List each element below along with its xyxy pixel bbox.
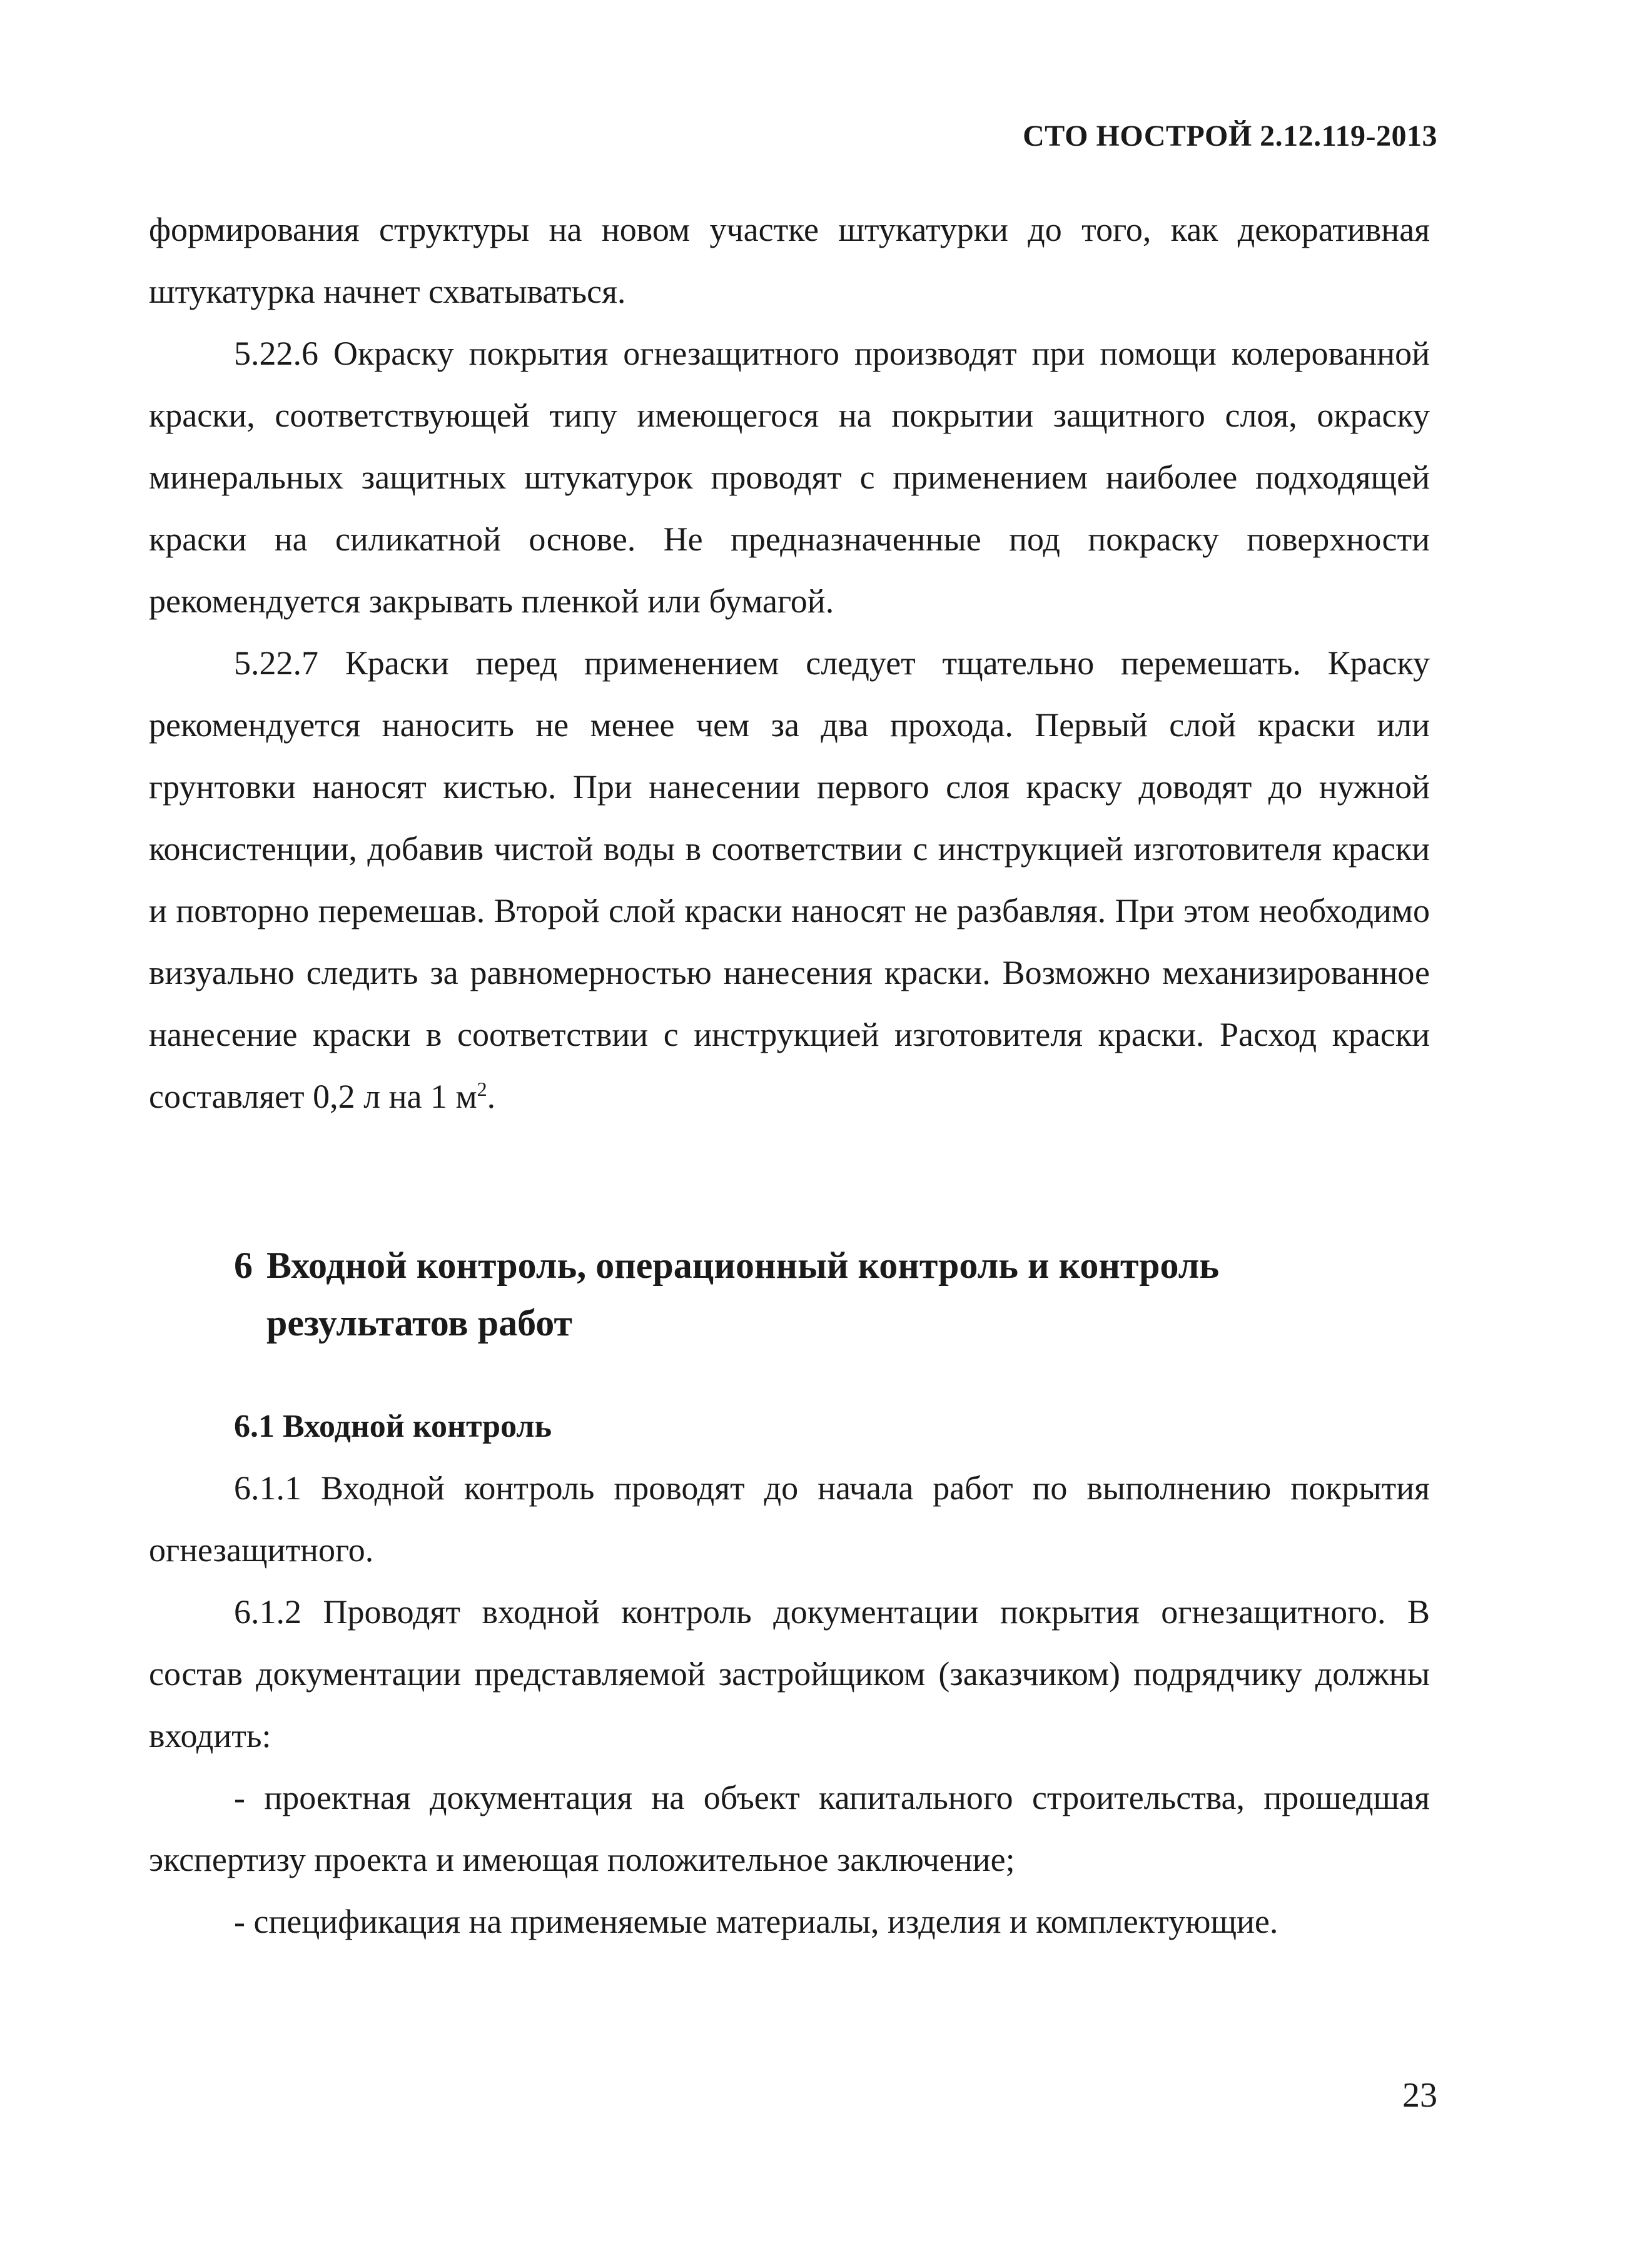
square-superscript: 2 xyxy=(477,1078,487,1100)
paragraph-5-22-7-end: . xyxy=(487,1078,496,1115)
page-body xyxy=(149,199,1430,1953)
subsection-spacer xyxy=(149,1352,1430,1395)
continuation-paragraph: формирования структуры на новом участке штукатурки до того, как декоративная штукатурка начнет схватываться. xyxy=(149,211,1430,310)
document-code-header: СТО НОСТРОЙ 2.12.119-2013 xyxy=(1023,119,1437,153)
list-item-project-docs: - проектная документация на объект капитального строительства, прошедшая экспертизу проекта и имеющая положительное заключение; xyxy=(149,1779,1430,1878)
paragraph-5-22-7-text: 5.22.7 Краски перед применением следует тщательно перемешать. Краску рекомендуется наносить не менее чем за два прохода. Первый слой краски или грунтовки наносят кистью. При нанесении первого слоя краску доводят до нужной консистенции, добавив чистой воды в соответствии с инструкцией изготовителя краски и повторно перемешав. Второй слой краски наносят не разбавляя. При этом необходимо визуально следить за равномерностью нанесения краски. Возможно механизированное нанесение краски в соответствии с инструкцией изготовителя краски. Расход краски составляет 0,2 л на 1 м xyxy=(149,644,1430,1115)
paragraph-5-22-7 xyxy=(149,632,1430,1128)
paragraph-5-22-6: 5.22.6 Окраску покрытия огнезащитного производят при помощи колерованной краски, соответствующей типу имеющегося на покрытии защитного слоя, окраску минеральных защитных штукатурок проводят с применением наиболее подходящей краски на силикатной основе. Не предназначенные под покраску поверхности рекомендуется закрывать пленкой или бумагой. xyxy=(149,335,1430,620)
section-6-title-line2: результатов работ xyxy=(266,1302,572,1344)
page-number: 23 xyxy=(1402,2076,1437,2115)
list-item-specification: - спецификация на применяемые материалы, изделия и комплектующие. xyxy=(234,1903,1278,1940)
subsection-6-1-heading: 6.1 Входной контроль xyxy=(234,1409,552,1444)
section-6-title-line1: Входной контроль, операционный контроль и контроль xyxy=(266,1245,1220,1286)
section-spacer xyxy=(149,1128,1430,1237)
paragraph-6-1-2: 6.1.2 Проводят входной контроль документации покрытия огнезащитного. В состав документации представляемой застройщиком (заказчиком) подрядчику должны входить: xyxy=(149,1593,1430,1754)
paragraph-6-1-1: 6.1.1 Входной контроль проводят до начала работ по выполнению покрытия огнезащитного. xyxy=(149,1469,1430,1569)
section-6-heading xyxy=(149,1237,1430,1352)
section-6-number: 6 xyxy=(234,1245,253,1286)
